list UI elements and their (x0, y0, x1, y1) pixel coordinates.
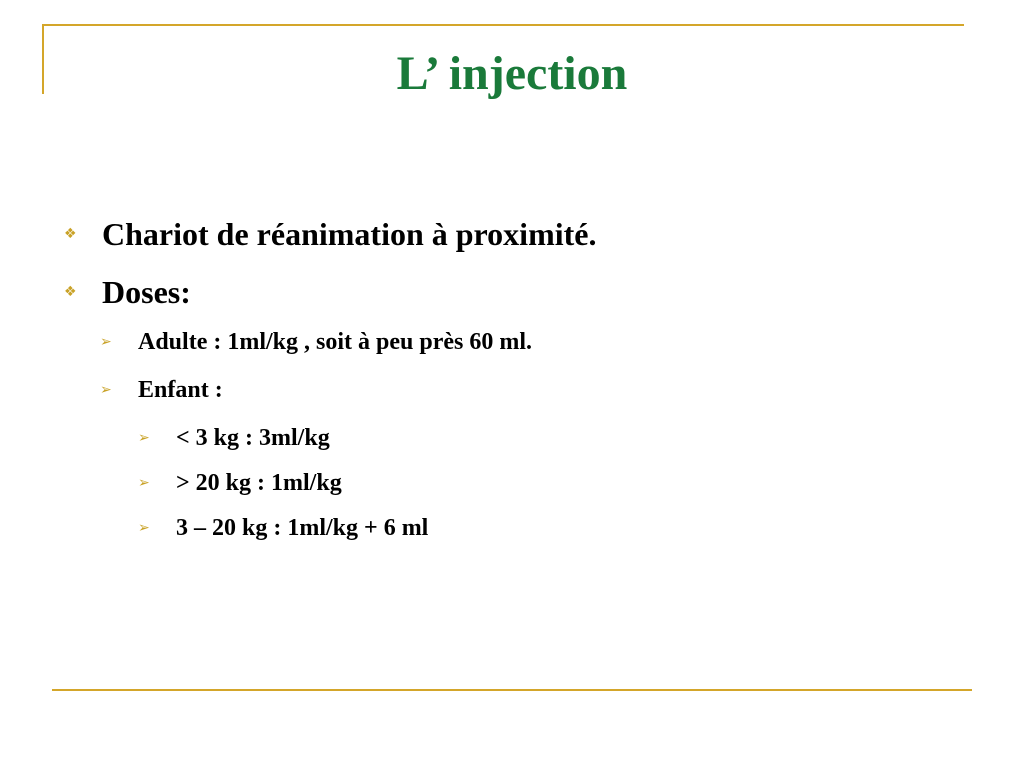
bullet-text: Chariot de réanimation à proximité. (102, 215, 597, 252)
bullet-item (136, 422, 330, 454)
bullet-text: > 20 kg : 1ml/kg (176, 469, 342, 496)
arrow-bullet-icon: ➢ (100, 382, 112, 398)
bullet-item (98, 326, 532, 358)
bullet-text: Doses: (102, 273, 191, 310)
bullet-text: Enfant : (138, 376, 223, 403)
diamond-bullet-icon: ❖ (64, 284, 77, 300)
bullet-text: < 3 kg : 3ml/kg (176, 424, 330, 451)
bullet-item (98, 374, 223, 406)
bullet-text: Adulte : 1ml/kg , soit à peu près 60 ml. (138, 328, 533, 355)
bullet-item (62, 214, 596, 254)
arrow-bullet-icon: ➢ (138, 520, 150, 536)
arrow-bullet-icon: ➢ (100, 334, 112, 350)
bullet-text: 3 – 20 kg : 1ml/kg + 6 ml (176, 514, 429, 541)
arrow-bullet-icon: ➢ (138, 430, 150, 446)
slide-title: L’ injection (396, 47, 628, 100)
arrow-bullet-icon: ➢ (138, 475, 150, 491)
bullet-item (136, 512, 428, 544)
diamond-bullet-icon: ❖ (64, 226, 77, 242)
bullet-item (136, 467, 342, 499)
bullet-item (62, 272, 191, 312)
